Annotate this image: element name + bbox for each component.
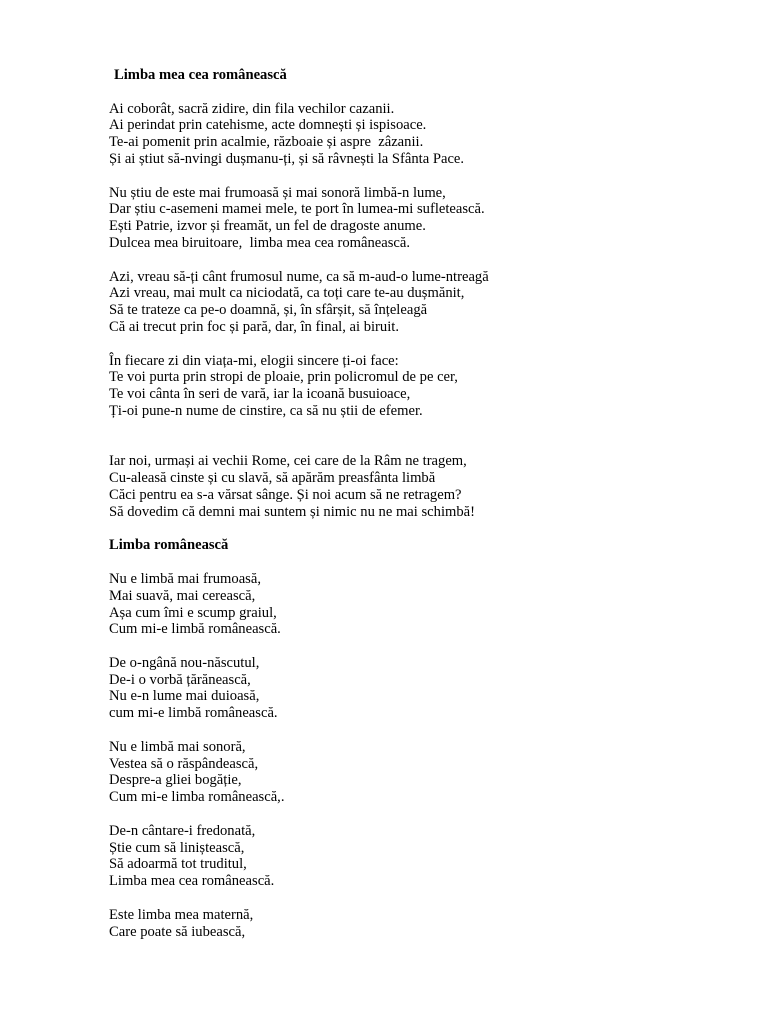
poem-line: Cu-aleasă cinste și cu slavă, să apărăm preasfânta limbă: [109, 470, 436, 487]
poem1-title: Limba mea cea românească: [114, 67, 287, 83]
poem-line: Ți-oi pune-n nume de cinstire, ca să nu știi de efemer.: [109, 402, 423, 419]
poem-line: Despre-a gliei bogăție,: [109, 772, 242, 789]
poem2-stanza-4: [109, 823, 709, 890]
poem2-title: Limba românească: [109, 537, 229, 554]
poem1-stanza-3: [109, 269, 709, 336]
poem-line: Dulcea mea biruitoare, limba mea cea românească.: [109, 234, 411, 251]
poem1-stanza-2: [109, 185, 709, 252]
poem-line: Este limba mea maternă,: [109, 906, 254, 923]
poem-line: Te-ai pomenit prin acalmie, războaie și aspre zâzanii.: [109, 134, 424, 151]
poem-line: Dar știu c-asemeni mamei mele, te port în lumea-mi sufletească.: [109, 201, 485, 218]
poem2-stanza-2: [109, 655, 709, 722]
poem-line: Mai suavă, mai cerească,: [109, 587, 256, 604]
poem-line: Căci pentru ea s-a vărsat sânge. Și noi acum să ne retragem?: [109, 486, 462, 503]
poem-line: Ești Patrie, izvor și freamăt, un fel de dragoste anume.: [109, 218, 426, 235]
poem-line: Limba mea cea românească.: [109, 873, 275, 890]
poem-line: De-i o vorbă țărănească,: [109, 671, 251, 688]
poem-line: Nu e limbă mai sonoră,: [109, 738, 246, 755]
poem2-stanza-3: [109, 739, 709, 806]
poem2-stanza-1: [109, 571, 709, 638]
poem2-stanza-5: [109, 907, 709, 941]
poem1-stanza-4: [109, 353, 709, 420]
poem1-stanza-1: [109, 101, 709, 168]
poem-line: Cum mi-e limba românească,.: [109, 789, 285, 806]
poem-line: Să te trateze ca pe-o doamnă, și, în sfârșit, să înțeleagă: [109, 302, 428, 319]
poem1-stanza-5: [109, 453, 709, 520]
poem-line: Că ai trecut prin foc și pară, dar, în final, ai biruit.: [109, 318, 399, 335]
poem-line: Azi vreau, mai mult ca niciodată, ca toți care te-au dușmănit,: [109, 285, 465, 302]
poem-line: Te voi cânta în seri de vară, iar la icoană busuioace,: [109, 386, 411, 403]
poem-line: cum mi-e limbă românească.: [109, 705, 278, 722]
poem-line: Te voi purta prin stropi de ploaie, prin policromul de pe cer,: [109, 369, 458, 386]
poem-line: Nu e-n lume mai duioasă,: [109, 688, 260, 705]
poem-line: Ai perindat prin catehisme, acte domnești și ispisoace.: [109, 117, 427, 134]
poem-line: Știe cum să liniștească,: [109, 839, 245, 856]
poem-line: În fiecare zi din viața-mi, elogii sincere ți-oi face:: [109, 352, 399, 369]
poem-line: Așa cum îmi e scump graiul,: [109, 604, 277, 621]
document-body: [109, 67, 709, 940]
poem-line: Nu știu de este mai frumoasă și mai sonoră limbă-n lume,: [109, 184, 446, 201]
poem-line: Și ai știut să-nvingi dușmanu-ți, și să râvnești la Sfânta Pace.: [109, 150, 465, 167]
poem-line: De-n cântare-i fredonată,: [109, 822, 256, 839]
poem-line: Iar noi, urmași ai vechii Rome, cei care de la Râm ne tragem,: [109, 453, 467, 470]
poem-line: Vestea să o răspândească,: [109, 755, 259, 772]
poem-line: Să dovedim că demni mai suntem și nimic nu ne mai schimbă!: [109, 503, 475, 520]
poem-line: De o-ngână nou-născutul,: [109, 654, 260, 671]
poem-line: Cum mi-e limbă românească.: [109, 621, 281, 638]
poem-line: Ai coborât, sacră zidire, din fila vechilor cazanii.: [109, 100, 395, 117]
poem-line: Azi, vreau să-ți cânt frumosul nume, ca să m-aud-o lume-ntreagă: [109, 268, 489, 285]
poem-line: Care poate să iubească,: [109, 923, 246, 940]
poem-line: Nu e limbă mai frumoasă,: [109, 570, 261, 587]
poem-line: Să adoarmă tot truditul,: [109, 856, 247, 873]
